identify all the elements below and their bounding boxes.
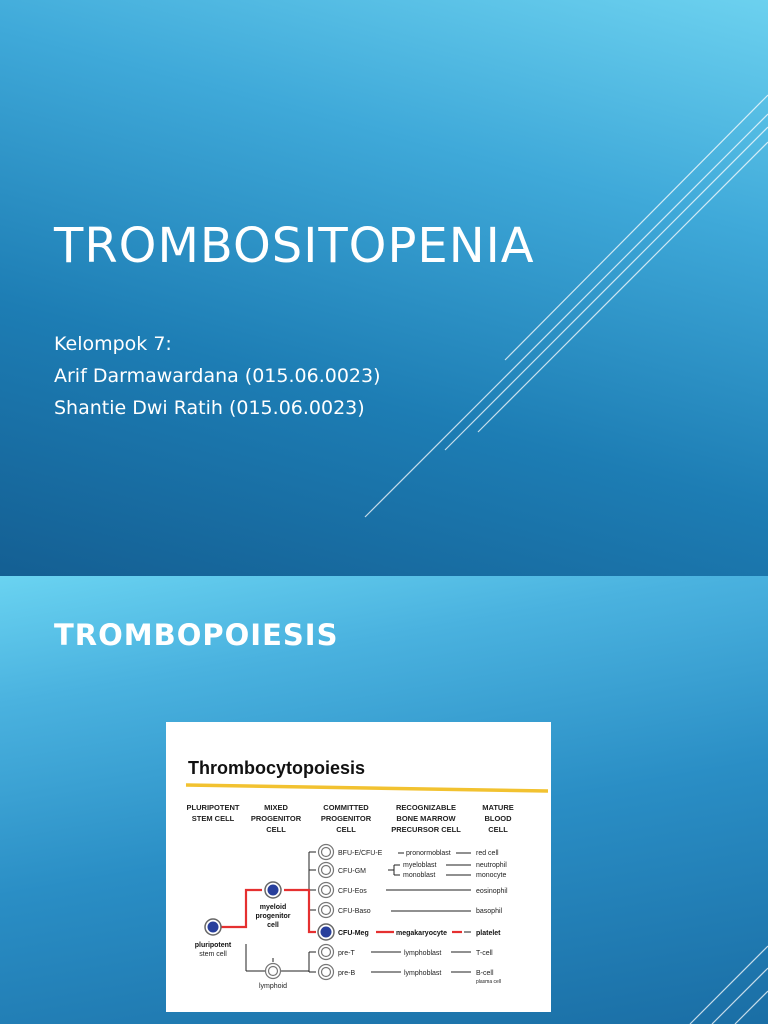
label-platelet: platelet — [476, 930, 501, 937]
label-eosinophil: eosinophil — [476, 888, 508, 895]
header-stem-1: PLURIPOTENT — [186, 803, 240, 812]
author-1: Arif Darmawardana (015.06.0023) — [54, 365, 381, 387]
cfu-meg-cell — [318, 924, 334, 940]
header-mature-1: MATURE — [482, 803, 514, 812]
slide-subtitle — [54, 328, 381, 424]
label-pre-t: pre-T — [338, 950, 355, 957]
column-headers — [187, 803, 514, 834]
label-stem-cell: stem cell — [199, 951, 227, 958]
label-myeloblast: myeloblast — [403, 862, 437, 869]
label-cfu-baso: CFU-Baso — [338, 908, 371, 915]
header-committed-3: CELL — [336, 825, 356, 834]
header-committed-2: PROGENITOR — [320, 814, 372, 823]
header-mature-3: CELL — [488, 825, 508, 834]
label-pre-b: pre-B — [338, 970, 356, 977]
stem-cell — [205, 919, 221, 935]
label-plasma-cell: plasma cell — [476, 979, 502, 985]
label-red-cell: red cell — [476, 850, 499, 857]
header-recognizable-3: PRECURSOR CELL — [391, 825, 461, 834]
header-recognizable-2: BONE MARROW — [396, 814, 456, 823]
label-myeloid: myeloid — [259, 904, 287, 911]
label-megakaryocyte: megakaryocyte — [396, 930, 447, 937]
label-cfu-meg: CFU-Meg — [338, 930, 369, 937]
label-pronormoblast: pronormoblast — [406, 850, 451, 857]
label-lymphoblast-b: lymphoblast — [404, 970, 442, 977]
label-cell: cell — [267, 922, 279, 929]
label-basophil: basophil — [476, 908, 503, 915]
title-underline — [186, 785, 548, 791]
thrombocytopoiesis-diagram — [166, 722, 551, 1012]
group-label: Kelompok 7: — [54, 333, 172, 355]
label-t-cell: T-cell — [476, 950, 493, 957]
header-mixed-3: CELL — [266, 825, 286, 834]
header-mature-2: BLOOD — [484, 814, 512, 823]
label-monocyte: monocyte — [476, 872, 507, 879]
label-cfu-gm: CFU-GM — [338, 868, 366, 875]
label-lymphoid: lymphoid — [258, 983, 288, 990]
header-mixed-1: MIXED — [264, 803, 288, 812]
label-bfu-cfu-e: BFU-E/CFU-E — [338, 850, 383, 857]
author-2: Shantie Dwi Ratih (015.06.0023) — [54, 397, 365, 419]
label-neutrophil: neutrophil — [476, 862, 507, 869]
header-mixed-2: PROGENITOR — [250, 814, 302, 823]
header-recognizable-1: RECOGNIZABLE — [396, 803, 456, 812]
label-b-cell: B-cell — [476, 970, 494, 977]
myeloid-progenitor-cell — [265, 882, 281, 898]
label-cfu-eos: CFU-Eos — [338, 888, 367, 895]
slide-title: TROMBOSITOPENIA — [54, 218, 535, 274]
lymphoid-cell — [266, 964, 281, 979]
label-monoblast: monoblast — [403, 872, 436, 879]
header-stem-2: STEM CELL — [191, 814, 235, 823]
label-pluripotent: pluripotent — [194, 942, 232, 949]
label-progenitor: progenitor — [255, 913, 291, 920]
committed-progenitor-cells — [319, 845, 334, 980]
header-committed-1: COMMITTED — [323, 803, 369, 812]
slide-title-2: TROMBOPOIESIS — [54, 618, 339, 652]
figure-title: Thrombocytopoiesis — [188, 758, 366, 778]
label-lymphoblast-t: lymphoblast — [404, 950, 442, 957]
